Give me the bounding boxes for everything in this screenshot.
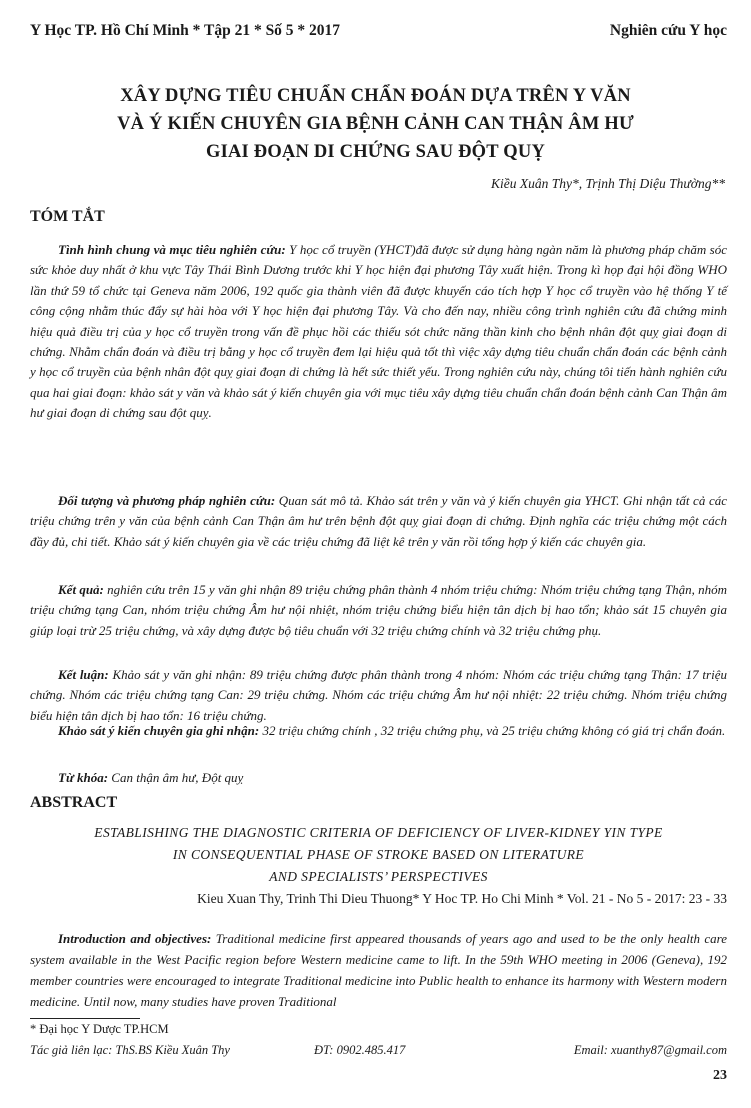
- introduction-text: Traditional medicine first appeared thousands of years ago and used to be the only health care system available in the West Pacific region before Western medicine came to lift. In the 59th WHO meeting in 2006 (Geneva), 192 member countries were encouraged to integrate Traditional medicine into Public health to enhance its harmony with Western modern medicine. Until now, many studies have proven Traditional: [30, 931, 727, 1009]
- summary-heading: TÓM TẮT: [30, 208, 105, 225]
- summary-paragraph-conclusion: [30, 665, 727, 726]
- contact-phone: ĐT: 0902.485.417: [314, 1043, 406, 1057]
- conclusion-text: Khảo sát y văn ghi nhận: 89 triệu chứng được phân thành trong 4 nhóm: Nhóm các triệu chứng tạng Thận: 17 triệu chứng. Nhóm các triệu chứng tạng Can: 29 triệu chứng. Nhóm các triệu chứng Âm hư nội nhiệt: 22 triệu chứng. Nhóm triệu chứng biểu hiện tân dịch bị hao tổn: 16 triệu chứng.: [30, 667, 727, 723]
- abstract-introduction: [30, 928, 727, 1012]
- section-label: Nghiên cứu Y học: [609, 22, 727, 39]
- background-text: Y học cổ truyền (YHCT)đã được sử dụng hàng ngàn năm là phương pháp chăm sóc sức khỏe duy nhất ở khu vực Tây Thái Bình Dương trước khi Y học hiện đại phương Tây xuất hiện. Trong kì họp đại hội đồng WHO lần thứ 59 tổ chức tại Geneva năm 2006, 192 quốc gia thành viên đã được khuyến cáo tích hợp Y học cổ truyền vào hệ thống Y tế công cộng nhằm thúc đẩy sự hài hòa với Y học hiện đại phương Tây. Và cho đến nay, nhiều công trình nghiên cứu đã chứng minh hiệu quả điều trị của y học cổ truyền trong vấn đề phục hồi các thiếu sót chức năng thần kinh cho bệnh nhân đột quỵ giai đoạn di chứng. Nhằm chẩn đoán và điều trị bằng y học cổ truyền đem lại hiệu quả tốt thì việc xây dựng tiêu chuẩn chẩn đoán các bệnh cảnh y học cổ truyền của bệnh nhân đột quỵ giai đoạn di chứng là hết sức thiết yếu. Trong nghiên cứu này, chúng tôi tiến hành nghiên cứu qua hai giai đoạn: khảo sát y văn và khảo sát ý kiến chuyên gia với mục tiêu xây dựng tiêu chuẩn chẩn đoán bệnh cảnh Can Thận âm hư giai đoạn di chứng sau đột quỵ.: [30, 242, 727, 421]
- summary-keywords: [30, 768, 727, 788]
- page-number: 23: [713, 1068, 727, 1083]
- english-title-line-1: ESTABLISHING THE DIAGNOSTIC CRITERIA OF DEFICIENCY OF LIVER-KIDNEY YIN TYPE: [94, 825, 663, 840]
- title-line-2: VÀ Ý KIẾN CHUYÊN GIA BỆNH CẢNH CAN THẬN ÂM HƯ: [117, 114, 634, 134]
- introduction-lead: Introduction and objectives:: [58, 931, 212, 946]
- english-title-line-3: AND SPECIALISTS’ PERSPECTIVES: [269, 869, 488, 884]
- running-header: [30, 22, 727, 40]
- abstract-heading: ABSTRACT: [30, 794, 118, 811]
- keywords-lead: Từ khóa:: [58, 770, 109, 785]
- results-text: nghiên cứu trên 15 y văn ghi nhận 89 triệu chứng phân thành 4 nhóm triệu chứng: Nhóm triệu chứng tạng Thận, nhóm triệu chứng tạng Can, nhóm triệu chứng Âm hư nội nhiệt, nhóm triệu chứng biểu hiện tân dịch bị hao tổn; khảo sát 15 chuyên gia giúp loại trừ 25 triệu chứng, và xây dựng được bộ tiêu chuẩn với 32 triệu chứng chính và 32 triệu chứng phụ.: [30, 582, 727, 638]
- footnote-affiliation: * Đại học Y Dược TP.HCM: [30, 1022, 169, 1036]
- english-title-line-2: IN CONSEQUENTIAL PHASE OF STROKE BASED ON LITERATURE: [172, 847, 585, 862]
- methods-text: Quan sát mô tả. Khảo sát trên y văn và ý kiến chuyên gia YHCT. Ghi nhận tất cả các triệu chứng trên y văn của bệnh cảnh Can Thận âm hư trên bệnh đột quỵ giai đoạn di chứng. Định nghĩa các triệu chứng một cách đầy đủ, chi tiết. Khảo sát ý kiến chuyên gia về các triệu chứng đã liệt kê trên y văn rồi tổng hợp ý kiến các chuyên gia.: [30, 493, 727, 549]
- background-lead: Tình hình chung và mục tiêu nghiên cứu:: [58, 242, 286, 257]
- methods-lead: Đối tượng và phương pháp nghiên cứu:: [58, 493, 276, 508]
- title-line-3: GIAI ĐOẠN DI CHỨNG SAU ĐỘT QUỴ: [205, 142, 546, 162]
- footnote-divider: [30, 1018, 140, 1019]
- english-title: [30, 822, 727, 888]
- author-list: Kiều Xuân Thy*, Trịnh Thị Diệu Thường**: [491, 176, 725, 191]
- summary-paragraph-results: [30, 580, 727, 641]
- contact-email: Email: xuanthy87@gmail.com: [573, 1043, 727, 1057]
- summary-paragraph-background: [30, 240, 727, 424]
- contact-author: Tác giả liên lạc: ThS.BS Kiều Xuân Thy: [30, 1043, 230, 1057]
- summary-paragraph-methods: [30, 491, 727, 552]
- experts-lead: Khảo sát ý kiến chuyên gia ghi nhận:: [58, 723, 260, 738]
- conclusion-lead: Kết luận:: [58, 667, 109, 682]
- journal-citation: Y Học TP. Hồ Chí Minh * Tập 21 * Số 5 * 2017: [30, 22, 341, 39]
- summary-paragraph-experts: [30, 721, 727, 741]
- keywords-text: Can thận âm hư, Đột quỵ: [108, 770, 244, 785]
- article-title: [60, 82, 691, 166]
- experts-text: 32 triệu chứng chính , 32 triệu chứng phụ, và 25 triệu chứng không có giá trị chẩn đoán.: [259, 723, 726, 738]
- english-citation: Kieu Xuan Thy, Trinh Thi Dieu Thuong* Y Hoc TP. Ho Chi Minh * Vol. 21 - No 5 - 2017: 23 - 33: [197, 891, 727, 906]
- results-lead: Kết quả:: [58, 582, 104, 597]
- title-line-1: XÂY DỰNG TIÊU CHUẨN CHẨN ĐOÁN DỰA TRÊN Y VĂN: [120, 86, 631, 106]
